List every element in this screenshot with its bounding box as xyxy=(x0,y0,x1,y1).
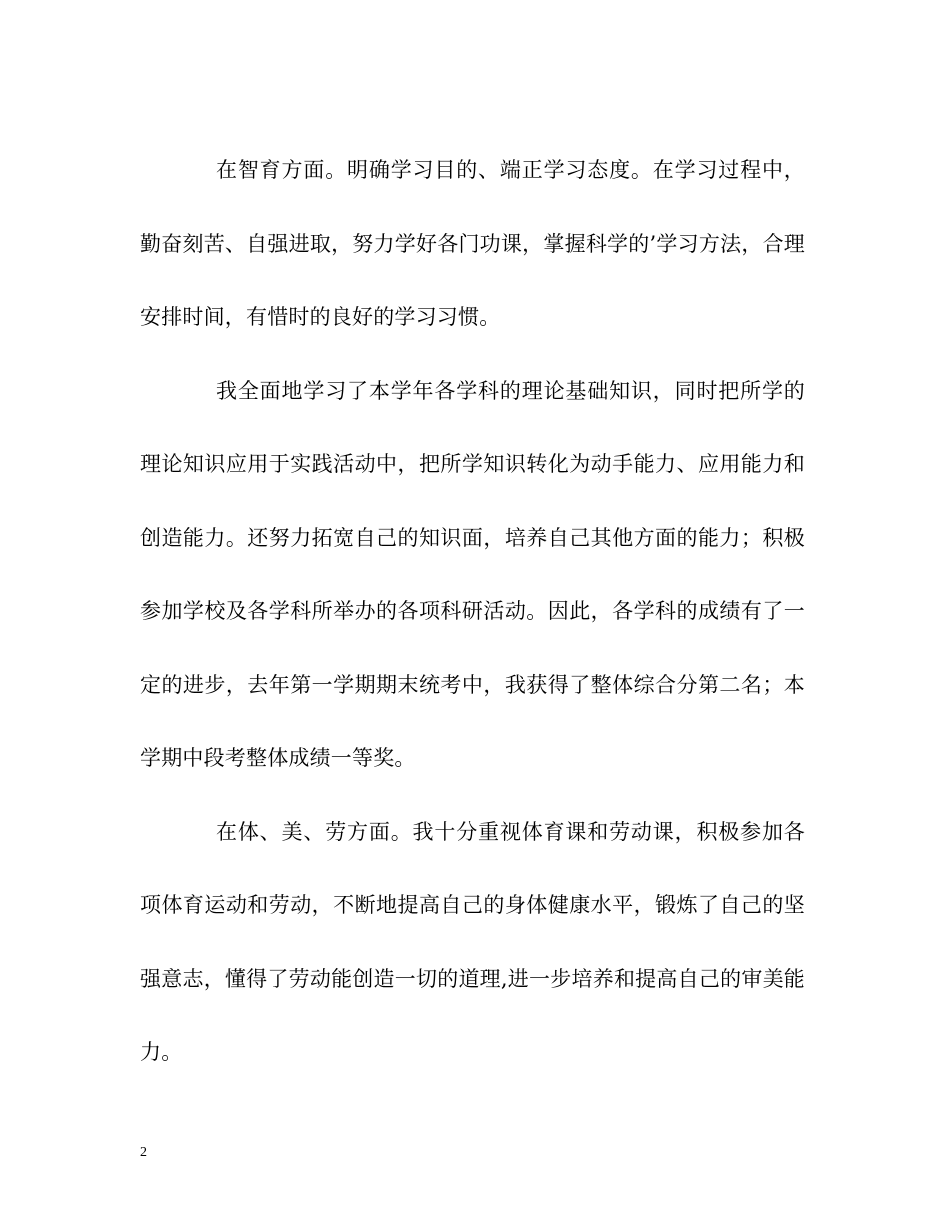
paragraph-physical-aesthetic-labor: 在体、美、劳方面。我十分重视体育课和劳动课，积极参加各项体育运动和劳动，不断地提高自己的身体健康水平，锻炼了自己的坚强意志，懂得了劳动能创造一切的道理,进一步培养和提高自己的审美能力。 xyxy=(140,819,805,1064)
page-number: 2 xyxy=(140,1145,147,1160)
paragraph-intellectual-education: 在智育方面。明确学习目的、端正学习态度。在学习过程中，勤奋刻苦、自强进取，努力学好各门功课，掌握科学的’学习方法，合理安排时间，有惜时的良好的学习习惯。 xyxy=(140,158,805,329)
paragraph-study-achievements: 我全面地学习了本学年各学科的理论基础知识，同时把所学的理论知识应用于实践活动中，把所学知识转化为动手能力、应用能力和创造能力。还努力拓宽自己的知识面，培养自己其他方面的能力；积极参加学校及各学科所举办的各项科研活动。因此，各学科的成绩有了一定的进步，去年第一学期期末统考中，我获得了整体综合分第二名；本学期中段考整体成绩一等奖。 xyxy=(140,378,805,770)
document-body xyxy=(140,134,805,1090)
